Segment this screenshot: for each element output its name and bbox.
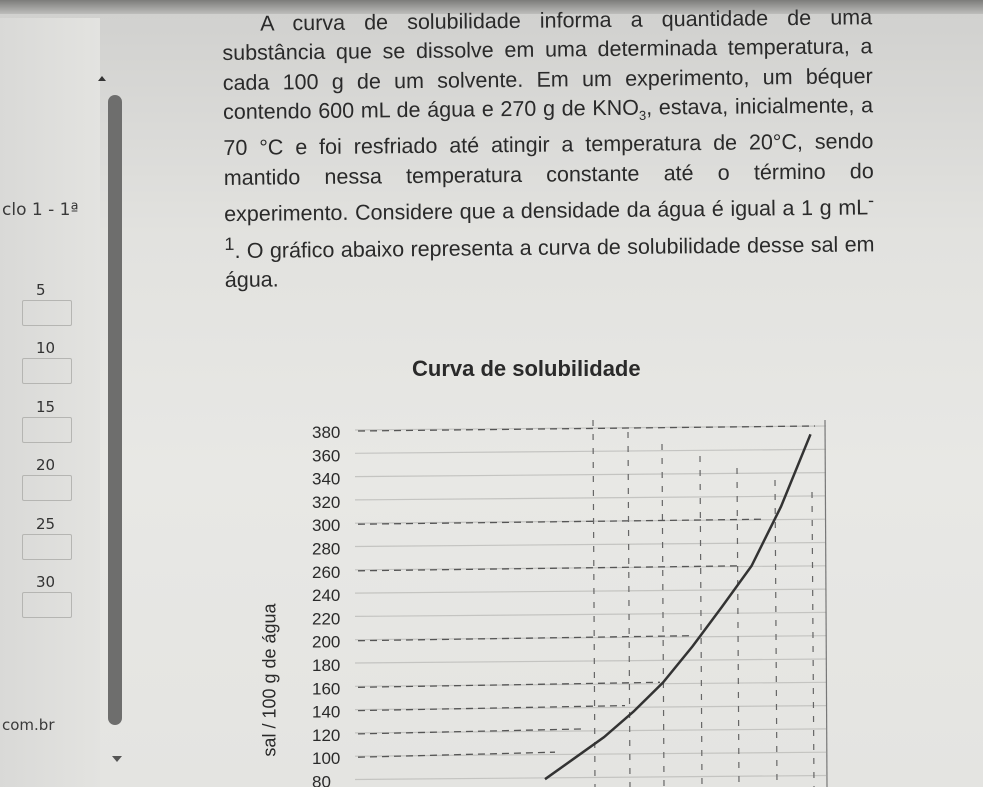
grid-line <box>355 776 826 780</box>
vertical-guide-line <box>628 432 630 787</box>
chart-grid <box>355 420 827 787</box>
unit-superscript: -1 <box>224 190 875 254</box>
y-tick-label: 300 <box>312 516 341 536</box>
vertical-guide-line <box>775 480 777 787</box>
sheet-footer-label: com.br <box>2 716 55 734</box>
solubility-curve <box>545 434 811 779</box>
y-tick-label: 340 <box>312 469 341 489</box>
answer-number: 30 <box>36 573 56 591</box>
y-tick-label: 240 <box>312 586 341 606</box>
chart-title: Curva de solubilidade <box>412 356 641 381</box>
y-tick-label: 320 <box>312 492 341 512</box>
grid-line <box>355 729 826 733</box>
question-part-1: A curva de solubilidade informa a quantidade de uma substância que se dissolve em uma determinada temperatura, a cada 100 g de um solvente. Em um experimento, um béquer contendo 600 mL de água e 270 g de KNO <box>222 5 873 124</box>
y-tick-label: 180 <box>312 656 341 675</box>
y-tick-label: 280 <box>312 539 341 559</box>
vertical-guide-line <box>662 444 664 787</box>
y-axis-label: sal / 100 g de água <box>259 603 280 757</box>
sheet-header-label: clo 1 - 1ª <box>2 200 79 220</box>
y-tick-label: 140 <box>312 702 341 722</box>
y-tick-label: 80 <box>312 772 331 787</box>
y-tick-label: 360 <box>312 446 341 466</box>
grid-line <box>355 752 826 756</box>
vertical-guide-line <box>812 492 814 787</box>
grid-line <box>355 659 826 663</box>
chart-right-border <box>825 420 827 787</box>
answer-number: 25 <box>36 515 56 533</box>
grid-line <box>355 589 826 593</box>
y-tick-label: 100 <box>312 749 341 769</box>
answer-number: 5 <box>36 281 46 299</box>
grid-line <box>355 449 826 453</box>
y-tick-label: 380 <box>312 423 341 442</box>
y-tick-label: 120 <box>312 725 341 745</box>
dashed-reference-line <box>358 426 815 431</box>
y-tick-label: 220 <box>312 609 341 629</box>
answer-number: 10 <box>36 339 56 357</box>
vertical-guide-line <box>737 468 739 787</box>
y-tick-label: 260 <box>312 562 341 582</box>
kno3-subscript: 3 <box>638 107 647 123</box>
grid-line <box>355 543 826 547</box>
dashed-reference-line <box>358 566 742 571</box>
y-tick-labels <box>312 423 340 787</box>
y-tick-label: 200 <box>312 632 341 652</box>
grid-line <box>355 612 826 616</box>
grid-line <box>355 473 826 477</box>
y-tick-label: 160 <box>312 679 341 699</box>
answer-number: 20 <box>36 456 56 474</box>
vertical-guide-line <box>700 456 702 787</box>
question-part-3: . O gráfico abaixo representa a curva de solubilidade desse sal em água. <box>224 231 875 292</box>
answer-number: 15 <box>36 398 56 416</box>
grid-line <box>355 496 826 500</box>
question-part-2: , estava, inicialmente, a 70 °C e foi resfriado até atingir a temperatura de 20°C, sendo mantido nessa temperatura constante até o término do experimento. Considere que a densidade da água é igual a 1 g mL <box>223 93 874 227</box>
